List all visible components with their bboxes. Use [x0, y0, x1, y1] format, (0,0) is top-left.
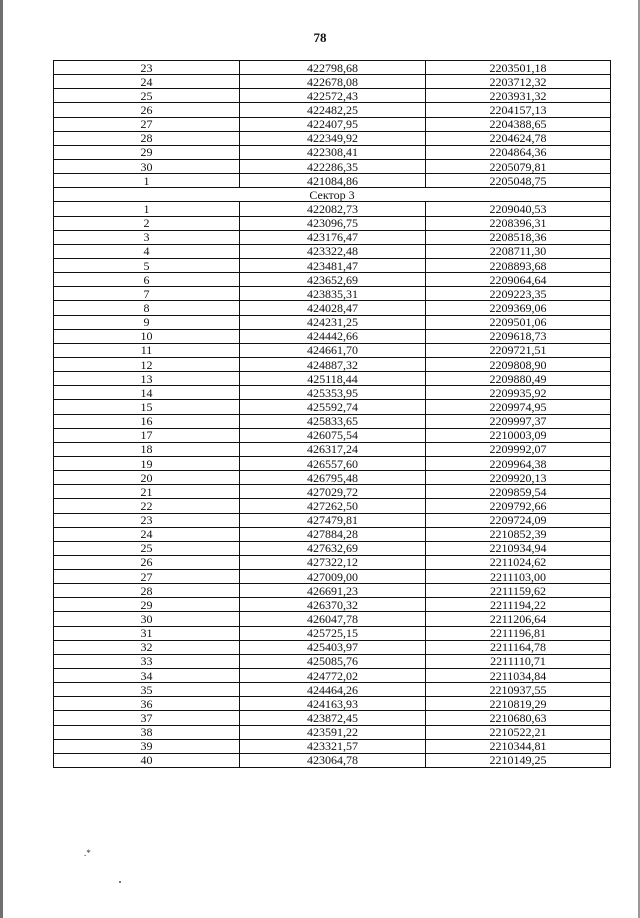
x-coordinate-cell: 423064,78	[240, 753, 426, 767]
x-coordinate-cell: 423321,57	[240, 739, 426, 753]
point-number-cell: 28	[54, 131, 240, 145]
x-coordinate-cell: 424464,26	[240, 683, 426, 697]
scan-edge-left	[0, 0, 3, 918]
page-number: 78	[313, 30, 327, 45]
x-coordinate-cell: 427262,50	[240, 499, 426, 513]
x-coordinate-cell: 426795,48	[240, 471, 426, 485]
x-coordinate-cell: 427322,12	[240, 555, 426, 569]
table-row	[54, 456, 611, 470]
y-coordinate-cell: 2211159,62	[426, 584, 611, 598]
point-number-cell: 3	[54, 230, 240, 244]
point-number-cell: 1	[54, 174, 240, 188]
point-number-cell: 23	[54, 513, 240, 527]
x-coordinate-cell: 424661,70	[240, 343, 426, 357]
y-coordinate-cell: 2211103,00	[426, 570, 611, 584]
table-row	[54, 174, 611, 188]
table-row	[54, 343, 611, 357]
table-row	[54, 301, 611, 315]
y-coordinate-cell: 2205079,81	[426, 159, 611, 173]
table-row	[54, 61, 611, 75]
x-coordinate-cell: 422678,08	[240, 75, 426, 89]
x-coordinate-cell: 424442,66	[240, 329, 426, 343]
coordinates-table	[53, 60, 611, 768]
table-row	[54, 372, 611, 386]
x-coordinate-cell: 423835,31	[240, 287, 426, 301]
table-row	[54, 230, 611, 244]
point-number-cell: 6	[54, 273, 240, 287]
y-coordinate-cell: 2210149,25	[426, 753, 611, 767]
y-coordinate-cell: 2209369,06	[426, 301, 611, 315]
x-coordinate-cell: 426317,24	[240, 442, 426, 456]
table-row	[54, 357, 611, 371]
y-coordinate-cell: 2209880,49	[426, 372, 611, 386]
table-row	[54, 216, 611, 230]
x-coordinate-cell: 422286,35	[240, 159, 426, 173]
x-coordinate-cell: 427029,72	[240, 485, 426, 499]
table-row	[54, 471, 611, 485]
point-number-cell: 32	[54, 640, 240, 654]
table-row	[54, 626, 611, 640]
table-row	[54, 273, 611, 287]
table-row	[54, 527, 611, 541]
point-number-cell: 16	[54, 414, 240, 428]
table-row	[54, 258, 611, 272]
x-coordinate-cell: 422349,92	[240, 131, 426, 145]
x-coordinate-cell: 423322,48	[240, 244, 426, 258]
point-number-cell: 34	[54, 669, 240, 683]
y-coordinate-cell: 2204388,65	[426, 117, 611, 131]
table-row	[54, 414, 611, 428]
x-coordinate-cell: 425592,74	[240, 400, 426, 414]
section-title: Сектор 3	[54, 188, 611, 202]
point-number-cell: 35	[54, 683, 240, 697]
x-coordinate-cell: 423652,69	[240, 273, 426, 287]
y-coordinate-cell: 2203501,18	[426, 61, 611, 75]
point-number-cell: 24	[54, 75, 240, 89]
point-number-cell: 26	[54, 103, 240, 117]
table-row	[54, 739, 611, 753]
table-row	[54, 669, 611, 683]
table-row	[54, 117, 611, 131]
point-number-cell: 27	[54, 570, 240, 584]
point-number-cell: 38	[54, 725, 240, 739]
table-row	[54, 513, 611, 527]
x-coordinate-cell: 425725,15	[240, 626, 426, 640]
x-coordinate-cell: 427479,81	[240, 513, 426, 527]
y-coordinate-cell: 2210819,29	[426, 697, 611, 711]
y-coordinate-cell: 2210680,63	[426, 711, 611, 725]
y-coordinate-cell: 2208711,30	[426, 244, 611, 258]
table-row	[54, 145, 611, 159]
table-row	[54, 683, 611, 697]
point-number-cell: 12	[54, 357, 240, 371]
table-row	[54, 555, 611, 569]
table-row	[54, 428, 611, 442]
y-coordinate-cell: 2208518,36	[426, 230, 611, 244]
y-coordinate-cell: 2211024,62	[426, 555, 611, 569]
y-coordinate-cell: 2210344,81	[426, 739, 611, 753]
table-row	[54, 612, 611, 626]
table-row	[54, 598, 611, 612]
y-coordinate-cell: 2210852,39	[426, 527, 611, 541]
y-coordinate-cell: 2210003,09	[426, 428, 611, 442]
point-number-cell: 5	[54, 258, 240, 272]
y-coordinate-cell: 2209792,66	[426, 499, 611, 513]
y-coordinate-cell: 2209724,09	[426, 513, 611, 527]
x-coordinate-cell: 422482,25	[240, 103, 426, 117]
table-row	[54, 570, 611, 584]
x-coordinate-cell: 422082,73	[240, 202, 426, 216]
point-number-cell: 9	[54, 315, 240, 329]
y-coordinate-cell: 2209974,95	[426, 400, 611, 414]
y-coordinate-cell: 2209501,06	[426, 315, 611, 329]
table-row	[54, 329, 611, 343]
y-coordinate-cell: 2211110,71	[426, 654, 611, 668]
y-coordinate-cell: 2209859,54	[426, 485, 611, 499]
table-row	[54, 697, 611, 711]
y-coordinate-cell: 2204624,78	[426, 131, 611, 145]
point-number-cell: 24	[54, 527, 240, 541]
x-coordinate-cell: 422407,95	[240, 117, 426, 131]
x-coordinate-cell: 423481,47	[240, 258, 426, 272]
x-coordinate-cell: 425085,76	[240, 654, 426, 668]
point-number-cell: 29	[54, 598, 240, 612]
point-number-cell: 15	[54, 400, 240, 414]
y-coordinate-cell: 2209964,38	[426, 456, 611, 470]
x-coordinate-cell: 426075,54	[240, 428, 426, 442]
point-number-cell: 2	[54, 216, 240, 230]
x-coordinate-cell: 423096,75	[240, 216, 426, 230]
table-row	[54, 725, 611, 739]
table-row	[54, 244, 611, 258]
y-coordinate-cell: 2204864,36	[426, 145, 611, 159]
x-coordinate-cell: 426370,32	[240, 598, 426, 612]
y-coordinate-cell: 2210934,94	[426, 541, 611, 555]
y-coordinate-cell: 2209920,13	[426, 471, 611, 485]
point-number-cell: 36	[54, 697, 240, 711]
x-coordinate-cell: 424772,02	[240, 669, 426, 683]
y-coordinate-cell: 2209223,35	[426, 287, 611, 301]
point-number-cell: 10	[54, 329, 240, 343]
point-number-cell: 17	[54, 428, 240, 442]
point-number-cell: 4	[54, 244, 240, 258]
point-number-cell: 21	[54, 485, 240, 499]
y-coordinate-cell: 2209064,64	[426, 273, 611, 287]
point-number-cell: 30	[54, 159, 240, 173]
table-row	[54, 131, 611, 145]
x-coordinate-cell: 424887,32	[240, 357, 426, 371]
point-number-cell: 25	[54, 89, 240, 103]
table-row	[54, 640, 611, 654]
x-coordinate-cell: 424231,25	[240, 315, 426, 329]
point-number-cell: 39	[54, 739, 240, 753]
x-coordinate-cell: 424163,93	[240, 697, 426, 711]
y-coordinate-cell: 2210937,55	[426, 683, 611, 697]
table-row	[54, 386, 611, 400]
point-number-cell: 7	[54, 287, 240, 301]
point-number-cell: 40	[54, 753, 240, 767]
y-coordinate-cell: 2211194,22	[426, 598, 611, 612]
y-coordinate-cell: 2209721,51	[426, 343, 611, 357]
table-row	[54, 711, 611, 725]
table-row	[54, 103, 611, 117]
y-coordinate-cell: 2209618,73	[426, 329, 611, 343]
point-number-cell: 33	[54, 654, 240, 668]
point-number-cell: 14	[54, 386, 240, 400]
footer-mark: .*	[84, 848, 91, 858]
y-coordinate-cell: 2205048,75	[426, 174, 611, 188]
x-coordinate-cell: 422798,68	[240, 61, 426, 75]
y-coordinate-cell: 2208396,31	[426, 216, 611, 230]
point-number-cell: 30	[54, 612, 240, 626]
table-row	[54, 315, 611, 329]
x-coordinate-cell: 426557,60	[240, 456, 426, 470]
x-coordinate-cell: 423591,22	[240, 725, 426, 739]
point-number-cell: 26	[54, 555, 240, 569]
y-coordinate-cell: 2211206,64	[426, 612, 611, 626]
point-number-cell: 19	[54, 456, 240, 470]
point-number-cell: 28	[54, 584, 240, 598]
table-row	[54, 499, 611, 513]
table-row	[54, 654, 611, 668]
y-coordinate-cell: 2203712,32	[426, 75, 611, 89]
y-coordinate-cell: 2210522,21	[426, 725, 611, 739]
table-row	[54, 541, 611, 555]
table-row	[54, 753, 611, 767]
point-number-cell: 20	[54, 471, 240, 485]
y-coordinate-cell: 2204157,13	[426, 103, 611, 117]
y-coordinate-cell: 2203931,32	[426, 89, 611, 103]
x-coordinate-cell: 425403,97	[240, 640, 426, 654]
point-number-cell: 22	[54, 499, 240, 513]
point-number-cell: 25	[54, 541, 240, 555]
point-number-cell: 1	[54, 202, 240, 216]
y-coordinate-cell: 2208893,68	[426, 258, 611, 272]
table-row	[54, 89, 611, 103]
y-coordinate-cell: 2211034,84	[426, 669, 611, 683]
table-row	[54, 584, 611, 598]
x-coordinate-cell: 422308,41	[240, 145, 426, 159]
x-coordinate-cell: 425118,44	[240, 372, 426, 386]
y-coordinate-cell: 2211164,78	[426, 640, 611, 654]
point-number-cell: 31	[54, 626, 240, 640]
x-coordinate-cell: 427632,69	[240, 541, 426, 555]
x-coordinate-cell: 427009,00	[240, 570, 426, 584]
table-row	[54, 485, 611, 499]
coordinates-table-body	[54, 61, 611, 768]
x-coordinate-cell: 426691,23	[240, 584, 426, 598]
x-coordinate-cell: 425833,65	[240, 414, 426, 428]
point-number-cell: 18	[54, 442, 240, 456]
y-coordinate-cell: 2209935,92	[426, 386, 611, 400]
y-coordinate-cell: 2209997,37	[426, 414, 611, 428]
x-coordinate-cell: 423872,45	[240, 711, 426, 725]
x-coordinate-cell: 423176,47	[240, 230, 426, 244]
table-row	[54, 400, 611, 414]
point-number-cell: 23	[54, 61, 240, 75]
x-coordinate-cell: 422572,43	[240, 89, 426, 103]
x-coordinate-cell: 424028,47	[240, 301, 426, 315]
point-number-cell: 11	[54, 343, 240, 357]
scan-speck	[119, 881, 121, 883]
table-row	[54, 159, 611, 173]
point-number-cell: 8	[54, 301, 240, 315]
table-row	[54, 442, 611, 456]
point-number-cell: 37	[54, 711, 240, 725]
point-number-cell: 29	[54, 145, 240, 159]
x-coordinate-cell: 427884,28	[240, 527, 426, 541]
x-coordinate-cell: 425353,95	[240, 386, 426, 400]
x-coordinate-cell: 426047,78	[240, 612, 426, 626]
point-number-cell: 13	[54, 372, 240, 386]
table-row	[54, 75, 611, 89]
section-header-row	[54, 188, 611, 202]
y-coordinate-cell: 2211196,81	[426, 626, 611, 640]
y-coordinate-cell: 2209992,07	[426, 442, 611, 456]
table-row	[54, 287, 611, 301]
table-row	[54, 202, 611, 216]
point-number-cell: 27	[54, 117, 240, 131]
x-coordinate-cell: 421084,86	[240, 174, 426, 188]
y-coordinate-cell: 2209808,90	[426, 357, 611, 371]
y-coordinate-cell: 2209040,53	[426, 202, 611, 216]
